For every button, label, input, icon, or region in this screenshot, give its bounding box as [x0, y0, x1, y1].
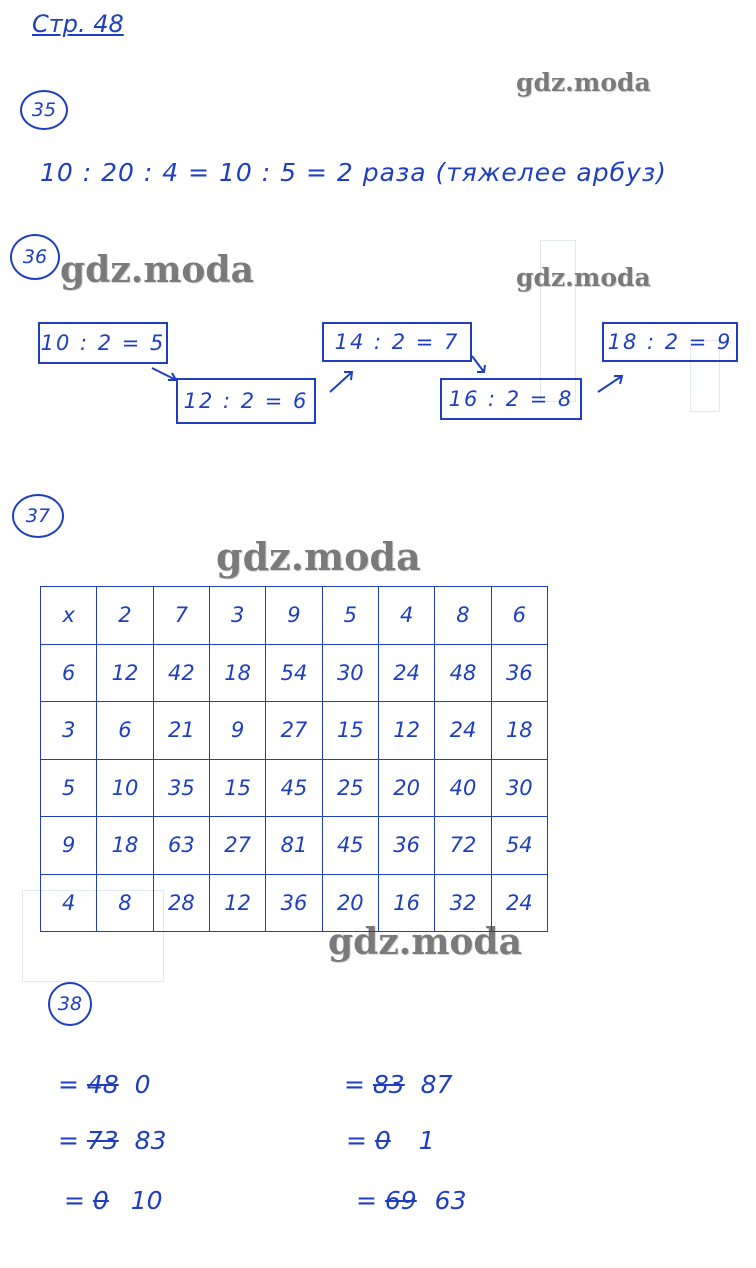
table-row — [41, 587, 548, 645]
table-cell: 25 — [322, 759, 378, 817]
table-cell: 35 — [153, 759, 209, 817]
table-cell: 72 — [435, 817, 491, 875]
crossed-digits: 48 — [86, 1070, 119, 1099]
table-cell: 24 — [378, 644, 434, 702]
watermark: gdz.moda — [60, 249, 254, 291]
table-cell: 63 — [153, 817, 209, 875]
table-cell: 9 — [209, 702, 265, 760]
table-cell: 9 — [41, 817, 97, 875]
table-cell: 9 — [266, 587, 322, 645]
table-cell: 24 — [435, 702, 491, 760]
table-cell: 27 — [266, 702, 322, 760]
answer-result: 0 — [134, 1070, 151, 1099]
table-cell: 15 — [322, 702, 378, 760]
table-row — [41, 759, 548, 817]
table-row — [41, 702, 548, 760]
table-cell: 21 — [153, 702, 209, 760]
division-box: 12 : 2 = 6 — [176, 378, 316, 424]
arrow-icon — [468, 354, 492, 378]
table-cell: 27 — [209, 817, 265, 875]
table-cell: 18 — [97, 817, 153, 875]
crossed-digits: 69 — [384, 1186, 417, 1215]
table-cell: 6 — [41, 644, 97, 702]
watermark: gdz.moda — [516, 263, 651, 292]
crossed-digits: 0 — [92, 1186, 109, 1215]
answer-result: 87 — [420, 1070, 453, 1099]
watermark: gdz.moda — [328, 921, 522, 963]
exercise-36-number: 36 — [10, 234, 60, 280]
table-cell: 20 — [378, 759, 434, 817]
table-cell: 6 — [491, 587, 547, 645]
division-box: 10 : 2 = 5 — [38, 322, 168, 364]
exercise-35-equation: 10 : 20 : 4 = 10 : 5 = 2 раза (тяжелее арбуз) — [40, 158, 667, 187]
table-cell: x — [41, 587, 97, 645]
table-cell: 24 — [491, 874, 547, 932]
table-cell: 28 — [153, 874, 209, 932]
table-cell: 2 — [97, 587, 153, 645]
table-cell: 8 — [97, 874, 153, 932]
table-cell: 18 — [491, 702, 547, 760]
answer-result: 63 — [434, 1186, 467, 1215]
page-label: Стр. 48 — [32, 10, 124, 38]
answer-result: 10 — [130, 1186, 163, 1215]
table-cell: 45 — [266, 759, 322, 817]
crossed-digits: 0 — [374, 1126, 391, 1155]
table-cell: 5 — [41, 759, 97, 817]
exercise-35-number: 35 — [20, 90, 68, 130]
table-cell: 32 — [435, 874, 491, 932]
table-cell: 40 — [435, 759, 491, 817]
crossed-digits: 73 — [86, 1126, 119, 1155]
answer-line: = 83 87 — [344, 1070, 453, 1099]
answer-line: = 48 0 — [58, 1070, 151, 1099]
table-cell: 4 — [41, 874, 97, 932]
table-cell: 7 — [153, 587, 209, 645]
table-cell: 30 — [322, 644, 378, 702]
arrow-icon — [326, 366, 358, 396]
arrow-icon — [594, 370, 628, 396]
table-cell: 12 — [97, 644, 153, 702]
answer-result: 83 — [134, 1126, 167, 1155]
table-cell: 12 — [209, 874, 265, 932]
exercise-38-number: 38 — [48, 982, 92, 1026]
answer-line: = 69 63 — [356, 1186, 467, 1215]
table-cell: 3 — [41, 702, 97, 760]
table-cell: 8 — [435, 587, 491, 645]
division-box: 18 : 2 = 9 — [602, 322, 738, 362]
table-cell: 36 — [491, 644, 547, 702]
table-cell: 3 — [209, 587, 265, 645]
table-cell: 10 — [97, 759, 153, 817]
division-box: 16 : 2 = 8 — [440, 378, 582, 420]
division-box: 14 : 2 = 7 — [322, 322, 472, 362]
watermark: gdz.moda — [216, 534, 421, 579]
table-cell: 16 — [378, 874, 434, 932]
multiplication-table — [40, 586, 548, 932]
table-row — [41, 644, 548, 702]
exercise-37-number: 37 — [12, 494, 64, 538]
table-cell: 48 — [435, 644, 491, 702]
table-cell: 18 — [209, 644, 265, 702]
crossed-digits: 83 — [372, 1070, 405, 1099]
table-cell: 30 — [491, 759, 547, 817]
table-cell: 54 — [491, 817, 547, 875]
answer-line: = 73 83 — [58, 1126, 167, 1155]
table-row — [41, 874, 548, 932]
table-cell: 4 — [378, 587, 434, 645]
arrow-icon — [150, 362, 182, 386]
answer-line: = 0 1 — [346, 1126, 435, 1155]
table-cell: 15 — [209, 759, 265, 817]
table-cell: 6 — [97, 702, 153, 760]
table-cell: 36 — [378, 817, 434, 875]
table-cell: 45 — [322, 817, 378, 875]
table-cell: 42 — [153, 644, 209, 702]
watermark: gdz.moda — [516, 68, 651, 97]
table-cell: 5 — [322, 587, 378, 645]
answer-line: = 0 10 — [64, 1186, 163, 1215]
table-cell: 20 — [322, 874, 378, 932]
table-cell: 36 — [266, 874, 322, 932]
table-cell: 12 — [378, 702, 434, 760]
answer-result: 1 — [418, 1126, 435, 1155]
table-cell: 54 — [266, 644, 322, 702]
table-row — [41, 817, 548, 875]
table-cell: 81 — [266, 817, 322, 875]
